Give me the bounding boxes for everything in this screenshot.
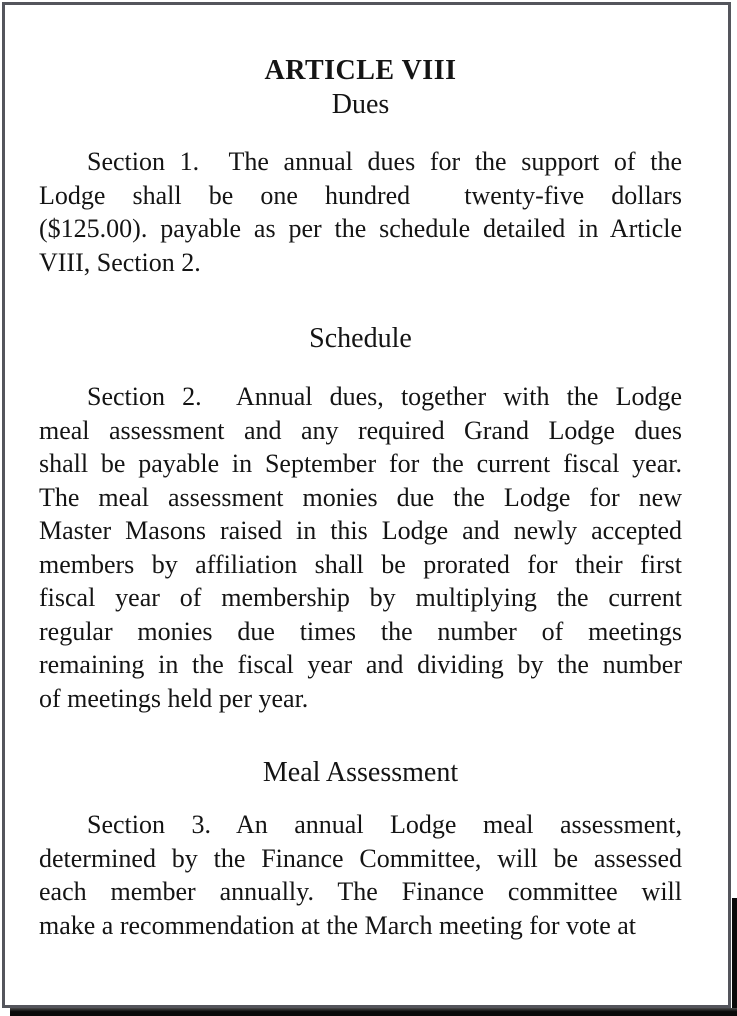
meal-assessment-heading: Meal Assessment xyxy=(262,757,459,788)
text-line: make a recommendation at the March meeting for vote at xyxy=(39,910,637,940)
text-line: Master Masons raised in this Lodge and newly accepted xyxy=(39,516,682,545)
text-line: VIII, Section 2. xyxy=(39,247,201,277)
text-line: ($125.00). payable as per the schedule detailed in Article xyxy=(39,214,682,243)
text-line: Section 2. Annual dues, together with the Lodge xyxy=(87,382,682,411)
paragraph-section-3 xyxy=(39,808,682,942)
text-line: shall be payable in September for the current fiscal year. xyxy=(39,449,682,478)
text-line: of meetings held per year. xyxy=(39,683,309,713)
text-line: members by affiliation shall be prorated for their first xyxy=(39,549,682,579)
paragraph-section-2 xyxy=(39,380,682,715)
text-line: meal assessment and any required Grand Lodge dues xyxy=(39,415,682,445)
text-line: Section 1. The annual dues for the support of the xyxy=(87,147,682,176)
text-line: determined by the Finance Committee, will be assessed xyxy=(39,843,682,873)
scan-edge-shadow-bottom xyxy=(10,1008,737,1016)
scan-edge-shadow-right xyxy=(732,898,737,1016)
document-page xyxy=(2,2,731,1008)
paragraph-section-1 xyxy=(39,145,682,279)
text-line: fiscal year of membership by multiplying the current xyxy=(39,583,682,612)
text-line: The meal assessment monies due the Lodge for new xyxy=(39,482,682,512)
text-line: Section 3. An annual Lodge meal assessment, xyxy=(87,810,682,839)
schedule-heading: Schedule xyxy=(309,323,412,354)
text-line: regular monies due times the number of meetings xyxy=(39,616,682,646)
text-line: each member annually. The Finance committee will xyxy=(39,877,682,906)
article-subtitle: Dues xyxy=(331,89,390,120)
text-line: remaining in the fiscal year and dividing by the number xyxy=(39,650,682,679)
article-title: ARTICLE VIII xyxy=(264,55,457,86)
text-line: Lodge shall be one hundred twenty-five dollars xyxy=(39,180,682,210)
